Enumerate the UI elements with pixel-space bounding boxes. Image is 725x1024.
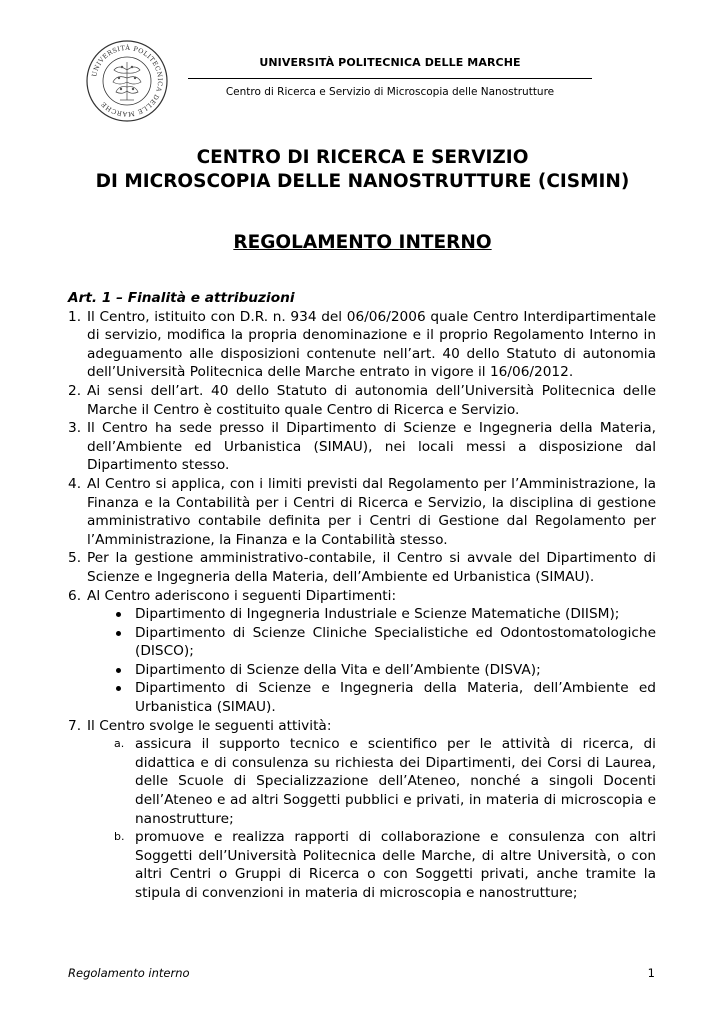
bullet-icon xyxy=(116,631,121,636)
item-number: 4. xyxy=(68,475,82,492)
activity-text: assicura il supporto tecnico e scientifico per le attività di ricerca, di didattica e di consulenza su richiesta dei Dipartimenti, dei Corsi di Laurea, delle Scuole di Specializzazione dell’Ateneo, nonché a singoli Docenti dell’Ateneo e ad altri Soggetti pubblici e privati, in materia di microscopia e nanostrutture; xyxy=(135,736,656,827)
svg-text:UNIVERSITÀ POLITECNICA DELLE M: UNIVERSITÀ POLITECNICA DELLE MARCHE xyxy=(90,43,165,119)
activities-list xyxy=(68,735,656,902)
item-text: Il Centro, istituito con D.R. n. 934 del 06/06/2006 quale Centro Interdipartimentale di servizio, modifica la propria denominazione e il proprio Regolamento Interno in adeguamento alle disposizioni contenute nell’art. 40 dello Statuto di autonomia dell’Università Politecnica delle Marche entrato in vigore il 16/06/2012. xyxy=(87,308,656,381)
regolamento-title: REGOLAMENTO INTERNO xyxy=(233,232,492,253)
department-text: Dipartimento di Scienze e Ingegneria della Materia, dell’Ambiente ed Urbanistica (SIMAU). xyxy=(135,680,656,716)
department-item xyxy=(114,661,656,680)
header-divider xyxy=(188,78,592,79)
article-title: Art. 1 – Finalità e attribuzioni xyxy=(68,290,295,306)
university-name: UNIVERSITÀ POLITECNICA DELLE MARCHE xyxy=(259,56,521,69)
bullet-icon xyxy=(116,612,121,617)
bullet-icon xyxy=(116,668,121,673)
bullet-icon xyxy=(116,686,121,691)
item-number: 1. xyxy=(68,308,82,325)
list-item xyxy=(68,419,656,475)
activity-text: promuove e realizza rapporti di collaborazione e consulenza con altri Soggetti dell’Università Politecnica delle Marche, di altre Università, o con altri Centri o Gruppi di Ricerca o con Soggetti privati, anche tramite la stipula di convenzioni in materia di microscopia e nanostrutture; xyxy=(135,829,656,901)
article-list-continued xyxy=(68,717,656,736)
footer-document-name: Regolamento interno xyxy=(68,966,190,980)
article-body xyxy=(68,289,656,903)
activity-letter: b. xyxy=(114,830,125,844)
item-text: Al Centro si applica, con i limiti previsti dal Regolamento per l’Amministrazione, la Finanza e la Contabilità per i Centri di Ricerca e Servizio, la disciplina di gestione amministrativo contabile definita per i Centri di Gestione dal Regolamento per l’Amministrazione, la Finanza e la Contabilità stesso. xyxy=(87,475,656,548)
item-number: 3. xyxy=(68,420,82,437)
department-text: Dipartimento di Scienze Cliniche Specialistiche ed Odontostomatologiche (DISCO); xyxy=(135,624,656,660)
activity-item xyxy=(114,828,656,902)
list-item xyxy=(68,587,656,606)
list-item xyxy=(68,308,656,382)
document-title xyxy=(40,146,685,194)
item-number: 2. xyxy=(68,382,82,399)
document-title-line-2: DI MICROSCOPIA DELLE NANOSTRUTTURE (CISMIN) xyxy=(95,171,630,192)
university-seal-logo xyxy=(86,40,168,122)
item-text: Ai sensi dell’art. 40 dello Statuto di autonomia dell’Università Politecnica delle Marche il Centro è costituito quale Centro di Ricerca e Servizio. xyxy=(87,382,656,418)
activity-letter: a. xyxy=(114,737,125,751)
list-item xyxy=(68,549,656,586)
department-item xyxy=(114,679,656,716)
item-text: Per la gestione amministrativo-contabile, il Centro si avvale del Dipartimento di Scienze e Ingegneria della Materia, dell’Ambiente ed Urbanistica (SIMAU). xyxy=(87,550,656,585)
item-number: 6. xyxy=(68,587,82,604)
item-number: 5. xyxy=(68,550,82,567)
document-title-line-1: CENTRO DI RICERCA E SERVIZIO xyxy=(196,147,529,168)
item-text: Al Centro aderiscono i seguenti Dipartimenti: xyxy=(87,587,397,604)
department-item xyxy=(114,605,656,624)
department-text: Dipartimento di Scienze della Vita e dell’Ambiente (DISVA); xyxy=(135,661,541,678)
list-item xyxy=(68,717,656,736)
item-text: Il Centro ha sede presso il Dipartimento di Scienze e Ingegneria della Materia, dell’Ambiente ed Urbanistica (SIMAU), nei locali messi a disposizione dal Dipartimento stesso. xyxy=(87,420,656,474)
department-item xyxy=(114,624,656,661)
list-item xyxy=(68,382,656,419)
department-text: Dipartimento di Ingegneria Industriale e Scienze Matematiche (DIISM); xyxy=(135,606,620,623)
header-subtitle: Centro di Ricerca e Servizio di Microscopia delle Nanostrutture xyxy=(225,86,555,98)
departments-list xyxy=(68,605,656,717)
item-number: 7. xyxy=(68,717,82,734)
activity-item xyxy=(114,735,656,828)
footer-page-number: 1 xyxy=(647,966,655,980)
list-item xyxy=(68,475,656,549)
item-text: Il Centro svolge le seguenti attività: xyxy=(87,717,332,734)
article-list xyxy=(68,308,656,606)
